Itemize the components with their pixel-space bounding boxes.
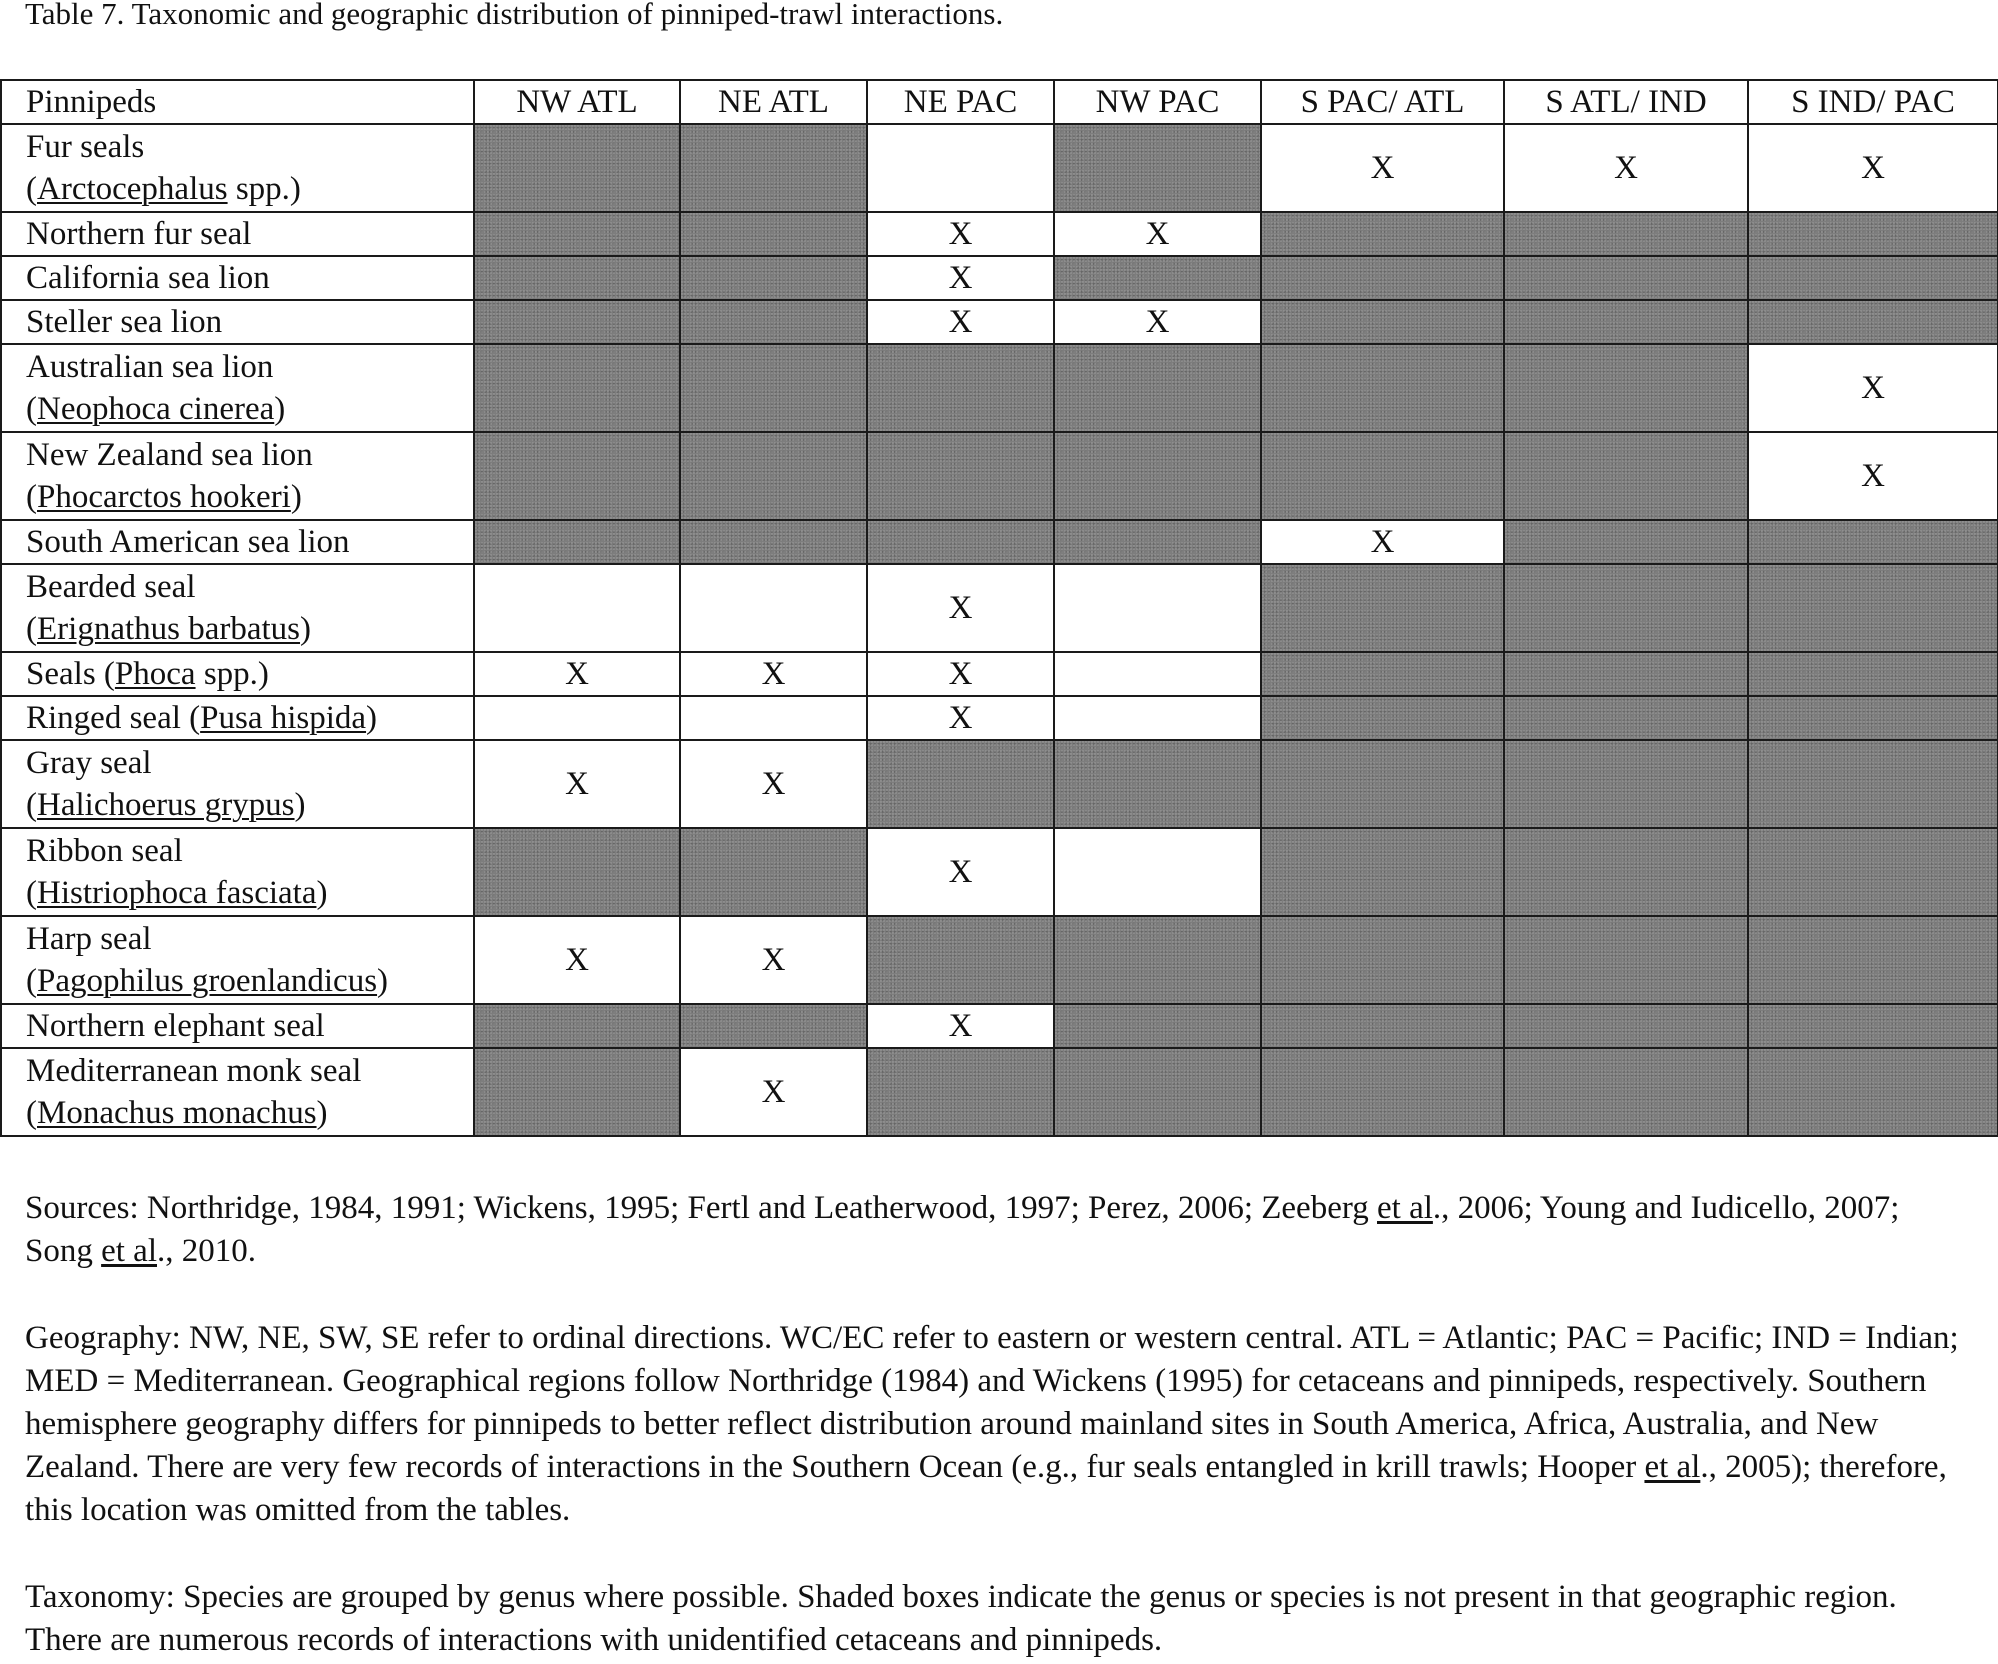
species-common-name: Northern elephant seal [26, 1008, 325, 1044]
table-row [1, 1004, 1998, 1048]
shaded-cell-s-atl-ind [1504, 740, 1748, 828]
shaded-cell-nw-pac [1054, 740, 1261, 828]
shaded-cell-s-ind-pac [1748, 696, 1998, 740]
species-name-suffix: spp.) [195, 656, 269, 692]
interaction-cell-s-ind-pac [1748, 124, 1998, 212]
shaded-cell-ne-pac [867, 520, 1054, 564]
species-name-cell [1, 256, 474, 300]
shaded-cell-s-atl-ind [1504, 256, 1748, 300]
species-name-cell [1, 1048, 474, 1136]
shaded-cell-s-ind-pac [1748, 1048, 1998, 1136]
species-name-cell [1, 432, 474, 520]
species-name-cell [1, 1004, 474, 1048]
interaction-cell-ne-pac [867, 564, 1054, 652]
species-name-cell [1, 212, 474, 256]
shaded-cell-s-pac-atl [1261, 696, 1504, 740]
interaction-mark: X [948, 216, 973, 252]
species-name-suffix: ) [290, 479, 302, 515]
interaction-mark: X [948, 590, 973, 626]
shaded-cell-nw-atl [474, 256, 680, 300]
species-name-cell [1, 916, 474, 1004]
species-scientific-name: Arctocephalus [37, 171, 228, 207]
shaded-cell-s-pac-atl [1261, 1048, 1504, 1136]
shaded-cell-s-pac-atl [1261, 300, 1504, 344]
shaded-cell-nw-atl [474, 344, 680, 432]
interaction-mark: X [565, 942, 589, 978]
shaded-cell-nw-atl [474, 300, 680, 344]
species-name-prefix: ( [26, 391, 37, 427]
header-pinnipeds: Pinnipeds [1, 80, 474, 124]
shaded-cell-s-atl-ind [1504, 344, 1748, 432]
interaction-cell-nw-atl [474, 652, 680, 696]
species-name-suffix: ) [366, 700, 378, 736]
species-common-name: South American sea lion [26, 524, 350, 560]
table-row [1, 740, 1998, 828]
header-s-pac-atl: S PAC/ ATL [1261, 80, 1504, 124]
empty-cell-nw-pac [1054, 696, 1261, 740]
shaded-cell-s-ind-pac [1748, 652, 1998, 696]
species-scientific-name: Histriophoca fasciata [37, 875, 317, 911]
shaded-cell-nw-atl [474, 432, 680, 520]
table-row [1, 432, 1998, 520]
shaded-cell-ne-pac [867, 432, 1054, 520]
species-common-name: Ribbon seal [26, 833, 183, 869]
empty-cell-nw-atl [474, 696, 680, 740]
shaded-cell-ne-pac [867, 1048, 1054, 1136]
species-name-prefix: ( [26, 1095, 37, 1131]
species-name-suffix: ) [294, 787, 306, 823]
shaded-cell-s-pac-atl [1261, 916, 1504, 1004]
shaded-cell-nw-pac [1054, 432, 1261, 520]
interaction-cell-s-ind-pac [1748, 432, 1998, 520]
species-name-cell [1, 740, 474, 828]
species-name-cell [1, 520, 474, 564]
shaded-cell-s-pac-atl [1261, 828, 1504, 916]
sources-text-1: Sources: Northridge, 1984, 1991; Wickens, 1995; Fertl and Leatherwood, 1997; Perez, 2006; Zeeberg [25, 1190, 1377, 1226]
interaction-cell-ne-atl [680, 652, 867, 696]
interaction-mark: X [761, 1074, 786, 1110]
interaction-mark: X [761, 942, 786, 978]
shaded-cell-ne-atl [680, 828, 867, 916]
interaction-mark: X [948, 1008, 973, 1044]
shaded-cell-nw-atl [474, 212, 680, 256]
species-name-suffix: spp.) [227, 171, 301, 207]
header-s-ind-pac: S IND/ PAC [1748, 80, 1998, 124]
geography-et-al: et al [1644, 1449, 1701, 1485]
shaded-cell-s-ind-pac [1748, 1004, 1998, 1048]
species-common-name: New Zealand sea lion [26, 437, 313, 473]
shaded-cell-s-atl-ind [1504, 696, 1748, 740]
shaded-cell-s-ind-pac [1748, 740, 1998, 828]
sources-text-3: ., 2010. [157, 1233, 256, 1269]
species-scientific-name: Halichoerus grypus [37, 787, 295, 823]
shaded-cell-ne-pac [867, 344, 1054, 432]
shaded-cell-s-atl-ind [1504, 828, 1748, 916]
interaction-cell-s-pac-atl [1261, 124, 1504, 212]
shaded-cell-s-ind-pac [1748, 828, 1998, 916]
geography-text-1: Geography: NW, NE, SW, SE refer to ordinal directions. WC/EC refer to eastern or western central. ATL = Atlantic; PAC = Pacific; IND = Indian; MED = Mediterranean. Geographical regions follow Northridge (1984) and Wickens (1995) for cetaceans and pinnipeds, respectively. Southern hemisphere geography differs for pinnipeds to better reflect distribution around mainland sites in South America, Africa, Australia, and New Zealand. There are very few records of interactions in the Southern Ocean (e.g., fur seals entangled in krill trawls; Hooper [25, 1320, 1959, 1485]
empty-cell-ne-pac [867, 124, 1054, 212]
sources-et-al-1: et al [1377, 1190, 1433, 1226]
interaction-mark: X [1370, 524, 1395, 560]
shaded-cell-s-ind-pac [1748, 212, 1998, 256]
interaction-cell-ne-pac [867, 652, 1054, 696]
table-row [1, 256, 1998, 300]
shaded-cell-s-ind-pac [1748, 916, 1998, 1004]
header-ne-atl: NE ATL [680, 80, 867, 124]
shaded-cell-s-pac-atl [1261, 432, 1504, 520]
geography-text-2: ., 2005); therefore, this location was omitted from the tables. [25, 1449, 1947, 1528]
shaded-cell-ne-atl [680, 432, 867, 520]
species-scientific-name: Erignathus barbatus [37, 611, 301, 647]
shaded-cell-s-pac-atl [1261, 1004, 1504, 1048]
species-name-cell [1, 564, 474, 652]
empty-cell-nw-pac [1054, 828, 1261, 916]
species-common-name: Steller sea lion [26, 304, 223, 340]
species-name-cell [1, 828, 474, 916]
species-name-suffix: ) [274, 391, 286, 427]
empty-cell-ne-atl [680, 696, 867, 740]
shaded-cell-nw-atl [474, 124, 680, 212]
table-row [1, 124, 1998, 212]
species-scientific-name: Pusa hispida [200, 700, 367, 736]
shaded-cell-s-atl-ind [1504, 1004, 1748, 1048]
table-row [1, 300, 1998, 344]
species-common-name: Gray seal [26, 745, 152, 781]
interaction-mark: X [1861, 458, 1885, 494]
interaction-mark: X [1614, 150, 1638, 186]
interaction-cell-nw-atl [474, 916, 680, 1004]
table-row [1, 696, 1998, 740]
species-name-prefix: ( [26, 963, 37, 999]
shaded-cell-nw-pac [1054, 520, 1261, 564]
sources-note [25, 1187, 1975, 1273]
shaded-cell-ne-atl [680, 124, 867, 212]
species-common-name: Australian sea lion [26, 349, 274, 385]
shaded-cell-nw-atl [474, 520, 680, 564]
shaded-cell-s-atl-ind [1504, 212, 1748, 256]
interaction-cell-ne-pac [867, 212, 1054, 256]
shaded-cell-ne-atl [680, 300, 867, 344]
interaction-mark: X [948, 854, 973, 890]
header-nw-pac: NW PAC [1054, 80, 1261, 124]
table-body [1, 124, 1998, 1136]
shaded-cell-nw-pac [1054, 344, 1261, 432]
interaction-cell-ne-pac [867, 256, 1054, 300]
shaded-cell-s-atl-ind [1504, 520, 1748, 564]
shaded-cell-ne-atl [680, 212, 867, 256]
shaded-cell-s-pac-atl [1261, 344, 1504, 432]
table-row [1, 916, 1998, 1004]
shaded-cell-s-ind-pac [1748, 520, 1998, 564]
table-row [1, 564, 1998, 652]
species-name-prefix: ( [26, 171, 37, 207]
header-nw-atl: NW ATL [474, 80, 680, 124]
species-name-prefix: ( [26, 611, 37, 647]
shaded-cell-ne-atl [680, 344, 867, 432]
shaded-cell-nw-pac [1054, 124, 1261, 212]
shaded-cell-nw-pac [1054, 1004, 1261, 1048]
species-common-name: California sea lion [26, 260, 270, 296]
taxonomy-text: Taxonomy: Species are grouped by genus where possible. Shaded boxes indicate the genus or species is not present in that geographic region. There are numerous records of interactions with unidentified cetaceans and pinnipeds. [25, 1579, 1897, 1658]
species-common-name: Mediterranean monk seal [26, 1053, 362, 1089]
species-scientific-name: Pagophilus groenlandicus [37, 963, 378, 999]
interaction-mark: X [948, 260, 973, 296]
species-common-name: Northern fur seal [26, 216, 252, 252]
interaction-cell-ne-pac [867, 300, 1054, 344]
geography-note [25, 1317, 1975, 1532]
shaded-cell-nw-pac [1054, 256, 1261, 300]
shaded-cell-s-pac-atl [1261, 212, 1504, 256]
empty-cell-nw-atl [474, 564, 680, 652]
interaction-cell-nw-pac [1054, 212, 1261, 256]
species-name-suffix: ) [316, 875, 328, 911]
shaded-cell-s-atl-ind [1504, 300, 1748, 344]
interaction-cell-nw-pac [1054, 300, 1261, 344]
shaded-cell-s-ind-pac [1748, 300, 1998, 344]
species-name-prefix: ( [26, 875, 37, 911]
shaded-cell-s-pac-atl [1261, 256, 1504, 300]
species-common-name: Fur seals [26, 129, 145, 165]
pinniped-distribution-table [0, 79, 1998, 1137]
interaction-cell-ne-atl [680, 740, 867, 828]
shaded-cell-nw-atl [474, 1048, 680, 1136]
interaction-cell-ne-pac [867, 696, 1054, 740]
shaded-cell-s-atl-ind [1504, 916, 1748, 1004]
header-ne-pac: NE PAC [867, 80, 1054, 124]
interaction-mark: X [565, 766, 589, 802]
shaded-cell-nw-atl [474, 1004, 680, 1048]
species-common-name: Seals ( [26, 656, 115, 692]
shaded-cell-s-pac-atl [1261, 564, 1504, 652]
species-name-prefix: ( [26, 787, 37, 823]
interaction-mark: X [1145, 304, 1170, 340]
table-row [1, 520, 1998, 564]
shaded-cell-s-ind-pac [1748, 564, 1998, 652]
shaded-cell-s-ind-pac [1748, 256, 1998, 300]
species-scientific-name: Monachus monachus [37, 1095, 317, 1131]
table-row [1, 652, 1998, 696]
empty-cell-ne-atl [680, 564, 867, 652]
interaction-cell-ne-pac [867, 828, 1054, 916]
shaded-cell-s-atl-ind [1504, 1048, 1748, 1136]
species-name-cell [1, 696, 474, 740]
species-scientific-name: Phoca [114, 656, 196, 692]
interaction-cell-ne-atl [680, 916, 867, 1004]
interaction-cell-nw-atl [474, 740, 680, 828]
interaction-cell-s-pac-atl [1261, 520, 1504, 564]
shaded-cell-ne-atl [680, 1004, 867, 1048]
species-name-suffix: ) [377, 963, 389, 999]
species-name-suffix: ) [316, 1095, 328, 1131]
header-s-atl-ind: S ATL/ IND [1504, 80, 1748, 124]
shaded-cell-ne-pac [867, 740, 1054, 828]
table-row [1, 344, 1998, 432]
empty-cell-nw-pac [1054, 652, 1261, 696]
interaction-mark: X [1370, 150, 1395, 186]
interaction-mark: X [761, 766, 786, 802]
species-name-cell [1, 652, 474, 696]
interaction-cell-ne-pac [867, 1004, 1054, 1048]
interaction-mark: X [565, 656, 589, 692]
table-row [1, 212, 1998, 256]
interaction-mark: X [1861, 370, 1885, 406]
interaction-mark: X [1145, 216, 1170, 252]
table-caption: Table 7. Taxonomic and geographic distribution of pinniped-trawl interactions. [25, 0, 1004, 31]
interaction-mark: X [948, 304, 973, 340]
empty-cell-nw-pac [1054, 564, 1261, 652]
species-name-suffix: ) [300, 611, 312, 647]
shaded-cell-ne-atl [680, 256, 867, 300]
species-name-prefix: ( [26, 479, 37, 515]
species-common-name: Bearded seal [26, 569, 196, 605]
shaded-cell-s-pac-atl [1261, 740, 1504, 828]
shaded-cell-s-atl-ind [1504, 432, 1748, 520]
species-name-cell [1, 344, 474, 432]
shaded-cell-s-atl-ind [1504, 564, 1748, 652]
species-scientific-name: Neophoca cinerea [37, 391, 275, 427]
shaded-cell-nw-pac [1054, 1048, 1261, 1136]
interaction-cell-s-atl-ind [1504, 124, 1748, 212]
shaded-cell-nw-pac [1054, 916, 1261, 1004]
interaction-mark: X [948, 656, 973, 692]
header-row [1, 80, 1998, 124]
shaded-cell-nw-atl [474, 828, 680, 916]
interaction-mark: X [948, 700, 973, 736]
table-row [1, 1048, 1998, 1136]
shaded-cell-ne-pac [867, 916, 1054, 1004]
shaded-cell-ne-atl [680, 520, 867, 564]
shaded-cell-s-pac-atl [1261, 652, 1504, 696]
species-common-name: Harp seal [26, 921, 152, 957]
table-row [1, 828, 1998, 916]
interaction-mark: X [1861, 150, 1885, 186]
interaction-cell-s-ind-pac [1748, 344, 1998, 432]
sources-text-2: ., 2006; Young and Iudicello, 2007; Song [25, 1190, 1900, 1269]
species-common-name: Ringed seal ( [26, 700, 201, 736]
interaction-cell-ne-atl [680, 1048, 867, 1136]
shaded-cell-s-atl-ind [1504, 652, 1748, 696]
sources-et-al-2: et al [101, 1233, 157, 1269]
species-name-cell [1, 300, 474, 344]
species-name-cell [1, 124, 474, 212]
species-scientific-name: Phocarctos hookeri [37, 479, 291, 515]
interaction-mark: X [761, 656, 786, 692]
taxonomy-note [25, 1576, 1975, 1662]
